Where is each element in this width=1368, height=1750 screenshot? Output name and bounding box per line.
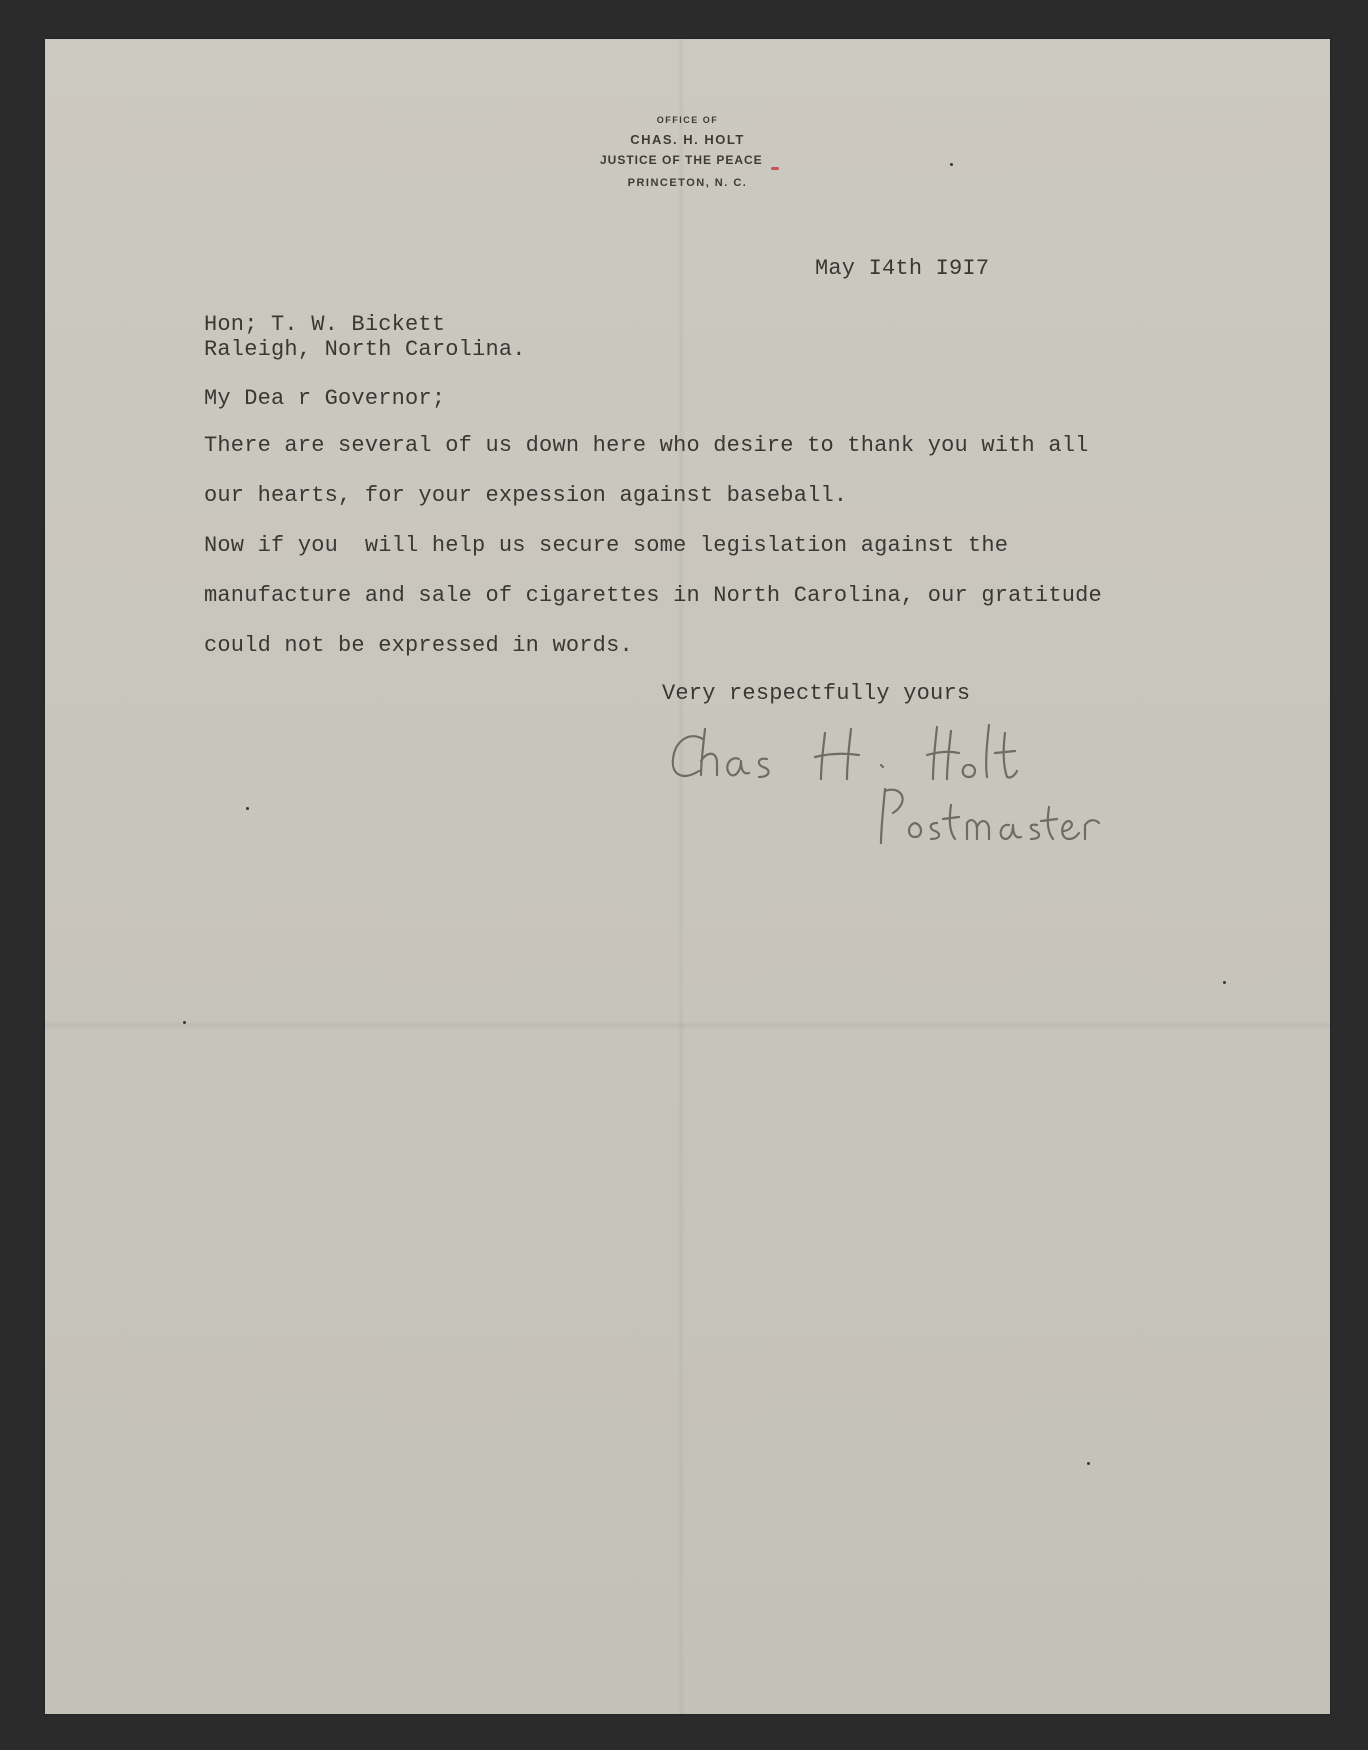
letterhead-title-text: JUSTICE OF THE PEACE <box>599 153 763 167</box>
letter-sheet <box>45 39 1330 1714</box>
signature-stroke <box>1085 820 1099 839</box>
signature-stroke <box>673 736 703 776</box>
salutation: My Dea r Governor; <box>204 386 446 411</box>
handwritten-signature <box>645 719 1105 879</box>
body-line: Now if you will help us secure some legislation against the <box>204 533 1009 558</box>
body-line: our hearts, for your expession against baseball. <box>204 483 848 508</box>
letterhead-name: CHAS. H. HOLT <box>630 132 745 147</box>
signature-stroke <box>967 820 989 839</box>
body-line: manufacture and sale of cigarettes in North Carolina, our gratitude <box>204 583 1102 608</box>
signature-stroke <box>1001 825 1021 839</box>
letterhead-title <box>45 153 1330 167</box>
signature-stroke <box>759 759 769 777</box>
signature-stroke <box>701 729 717 775</box>
paper-speck <box>1087 1462 1090 1465</box>
signature-stroke <box>881 765 883 767</box>
signature-stroke <box>1031 825 1039 839</box>
signature-stroke <box>815 729 859 779</box>
letterhead-city: PRINCETON, N. C. <box>627 177 748 189</box>
signature-stroke <box>986 725 989 777</box>
letter-date: May I4th I9I7 <box>815 256 990 281</box>
signature-stroke <box>1041 807 1057 839</box>
body-line: could not be expressed in words. <box>204 633 633 658</box>
signature-stroke <box>927 727 959 779</box>
recipient-line-2: Raleigh, North Carolina. <box>204 337 526 362</box>
signature-stroke <box>1062 821 1079 839</box>
signature-stroke <box>995 733 1017 778</box>
closing: Very respectfully yours <box>662 681 971 706</box>
paper-speck <box>183 1021 186 1024</box>
signature-stroke <box>727 758 749 775</box>
paper-speck <box>950 163 953 166</box>
signature-stroke <box>881 789 903 843</box>
letterhead-office-label: OFFICE OF <box>656 115 719 125</box>
recipient-line-1: Hon; T. W. Bickett <box>204 312 446 337</box>
signature-stroke <box>963 765 975 777</box>
body-line: There are several of us down here who desire to thank you with all <box>204 433 1089 458</box>
signature-stroke <box>943 805 959 839</box>
signature-stroke <box>931 823 939 839</box>
paper-speck <box>246 807 249 810</box>
paper-speck <box>1223 981 1226 984</box>
signature-stroke <box>909 823 921 837</box>
red-strikethrough-mark <box>771 167 779 170</box>
